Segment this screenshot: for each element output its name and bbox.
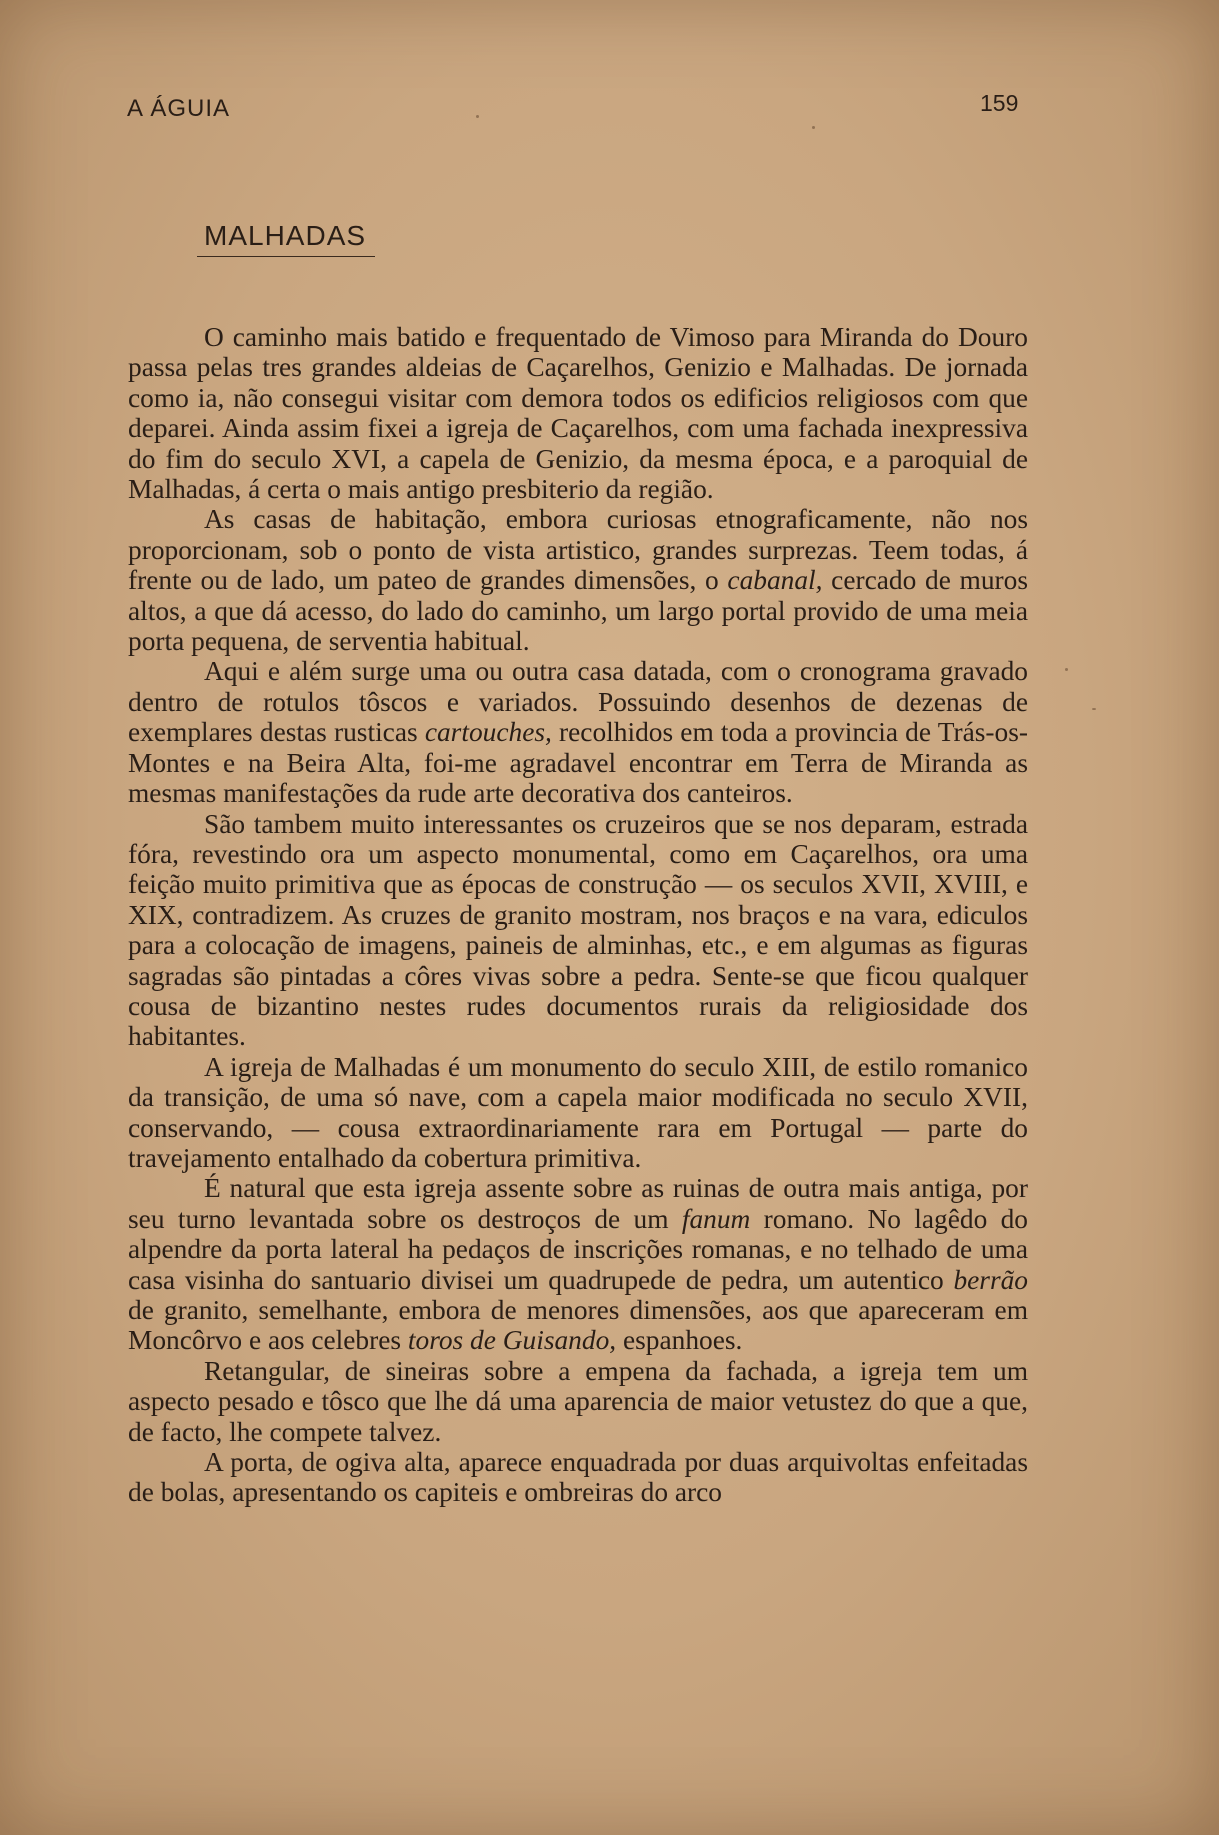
paper-speck — [1065, 668, 1068, 671]
paragraph — [128, 504, 1028, 656]
running-title: A ÁGUIA — [127, 95, 231, 122]
paragraph — [128, 1356, 1028, 1447]
paragraph — [128, 322, 1028, 504]
paper-speck — [1092, 708, 1096, 710]
paragraph — [128, 1447, 1028, 1508]
paper-speck — [476, 115, 479, 118]
text-run: romano. No lagêdo do alpendre da porta lateral ha pedaços de inscrições romanas, e no telhado de uma casa visinha do santuario divisei um quadrupede de pedra, um autentico — [128, 1203, 1028, 1295]
page-number: 159 — [980, 90, 1019, 116]
article-title: MALHADAS — [204, 220, 367, 251]
paragraph — [128, 656, 1028, 808]
text-run: espanhoes. — [616, 1325, 743, 1356]
italic-text: fanum — [681, 1203, 751, 1234]
text-run: A igreja de Malhadas é um monumento do seculo XIII, de estilo romanico da transição, de uma só nave, com a capela maior modificada no seculo XVII, conservando, — cousa extraordinariamente rara em Portugal — parte do travejamento entalhado da cobertura primitiva. — [128, 1051, 1028, 1173]
italic-text: cabanal, — [727, 565, 823, 596]
paper-speck — [812, 126, 815, 129]
title-underline — [197, 256, 375, 257]
text-run: cercado de muros altos, a que dá acesso, do lado do caminho, um largo portal provido de uma meia porta pequena, de serventia habitual. — [128, 565, 1028, 657]
paragraph — [128, 1173, 1028, 1355]
article-body — [128, 322, 1028, 1508]
text-run: recolhidos em toda a provincia de Trás-os-Montes e na Beira Alta, foi-me agradavel encontrar em Terra de Miranda as mesmas manifestações da rude arte decorativa dos canteiros. — [128, 717, 1028, 809]
paragraph — [128, 809, 1028, 1052]
text-run: A porta, de ogiva alta, aparece enquadrada por duas arquivoltas enfeitadas de bolas, apresentando os capiteis e ombreiras do arco — [128, 1447, 1028, 1508]
paragraph — [128, 1052, 1028, 1174]
text-run: É natural que esta igreja assente sobre as ruinas de outra mais antiga, por seu turno levantada sobre os destroços de um — [128, 1173, 1028, 1234]
text-run: O caminho mais batido e frequentado de Vimoso para Miranda do Douro passa pelas tres grandes aldeias de Caçarelhos, Genizio e Malhadas. De jornada como ia, não consegui visitar com demora todos os edificios religiosos com que deparei. Ainda assim fixei a igreja de Caçarelhos, com uma fachada inexpressiva do fim do seculo XVI, a capela de Genizio, da mesma época, e a paroquial de Malhadas, á certa o mais antigo presbiterio da região. — [128, 322, 1028, 505]
text-run: Aqui e além surge uma ou outra casa datada, com o cronograma gravado dentro de rotulos tôscos e variados. Possuindo desenhos de dezenas de exemplares destas rusticas — [128, 656, 1028, 748]
italic-text: cartouches, — [424, 717, 552, 748]
text-run: Retangular, de sineiras sobre a empena da fachada, a igreja tem um aspecto pesado e tôsco que lhe dá uma aparencia de maior vetustez do que a que, de facto, lhe compete talvez. — [128, 1355, 1028, 1447]
text-run: São tambem muito interessantes os cruzeiros que se nos deparam, estrada fóra, revestindo ora um aspecto monumental, como em Caçarelhos, ora uma feição muito primitiva que as épocas de construção — os seculos XVII, XVIII, e XIX, contradizem. As cruzes de granito mostram, nos braços e na vara, ediculos para a colocação de imagens, paineis de alminhas, etc., e em algumas as figuras sagradas são pintadas a côres vivas sobre a pedra. Sente-se que ficou qualquer cousa de bizantino nestes rudes documentos rurais da religiosidade dos habitantes. — [128, 808, 1028, 1052]
italic-text: toros de Guisando, — [407, 1325, 617, 1356]
text-run: de granito, semelhante, embora de menores dimensões, aos que apareceram em Moncôrvo e aos celebres — [128, 1295, 1028, 1356]
text-run: As casas de habitação, embora curiosas etnograficamente, não nos proporcionam, sob o ponto de vista artistico, grandes surprezas. Teem todas, á frente ou de lado, um pateo de grandes dimensões, o — [128, 504, 1028, 596]
italic-text: berrão — [953, 1264, 1028, 1295]
